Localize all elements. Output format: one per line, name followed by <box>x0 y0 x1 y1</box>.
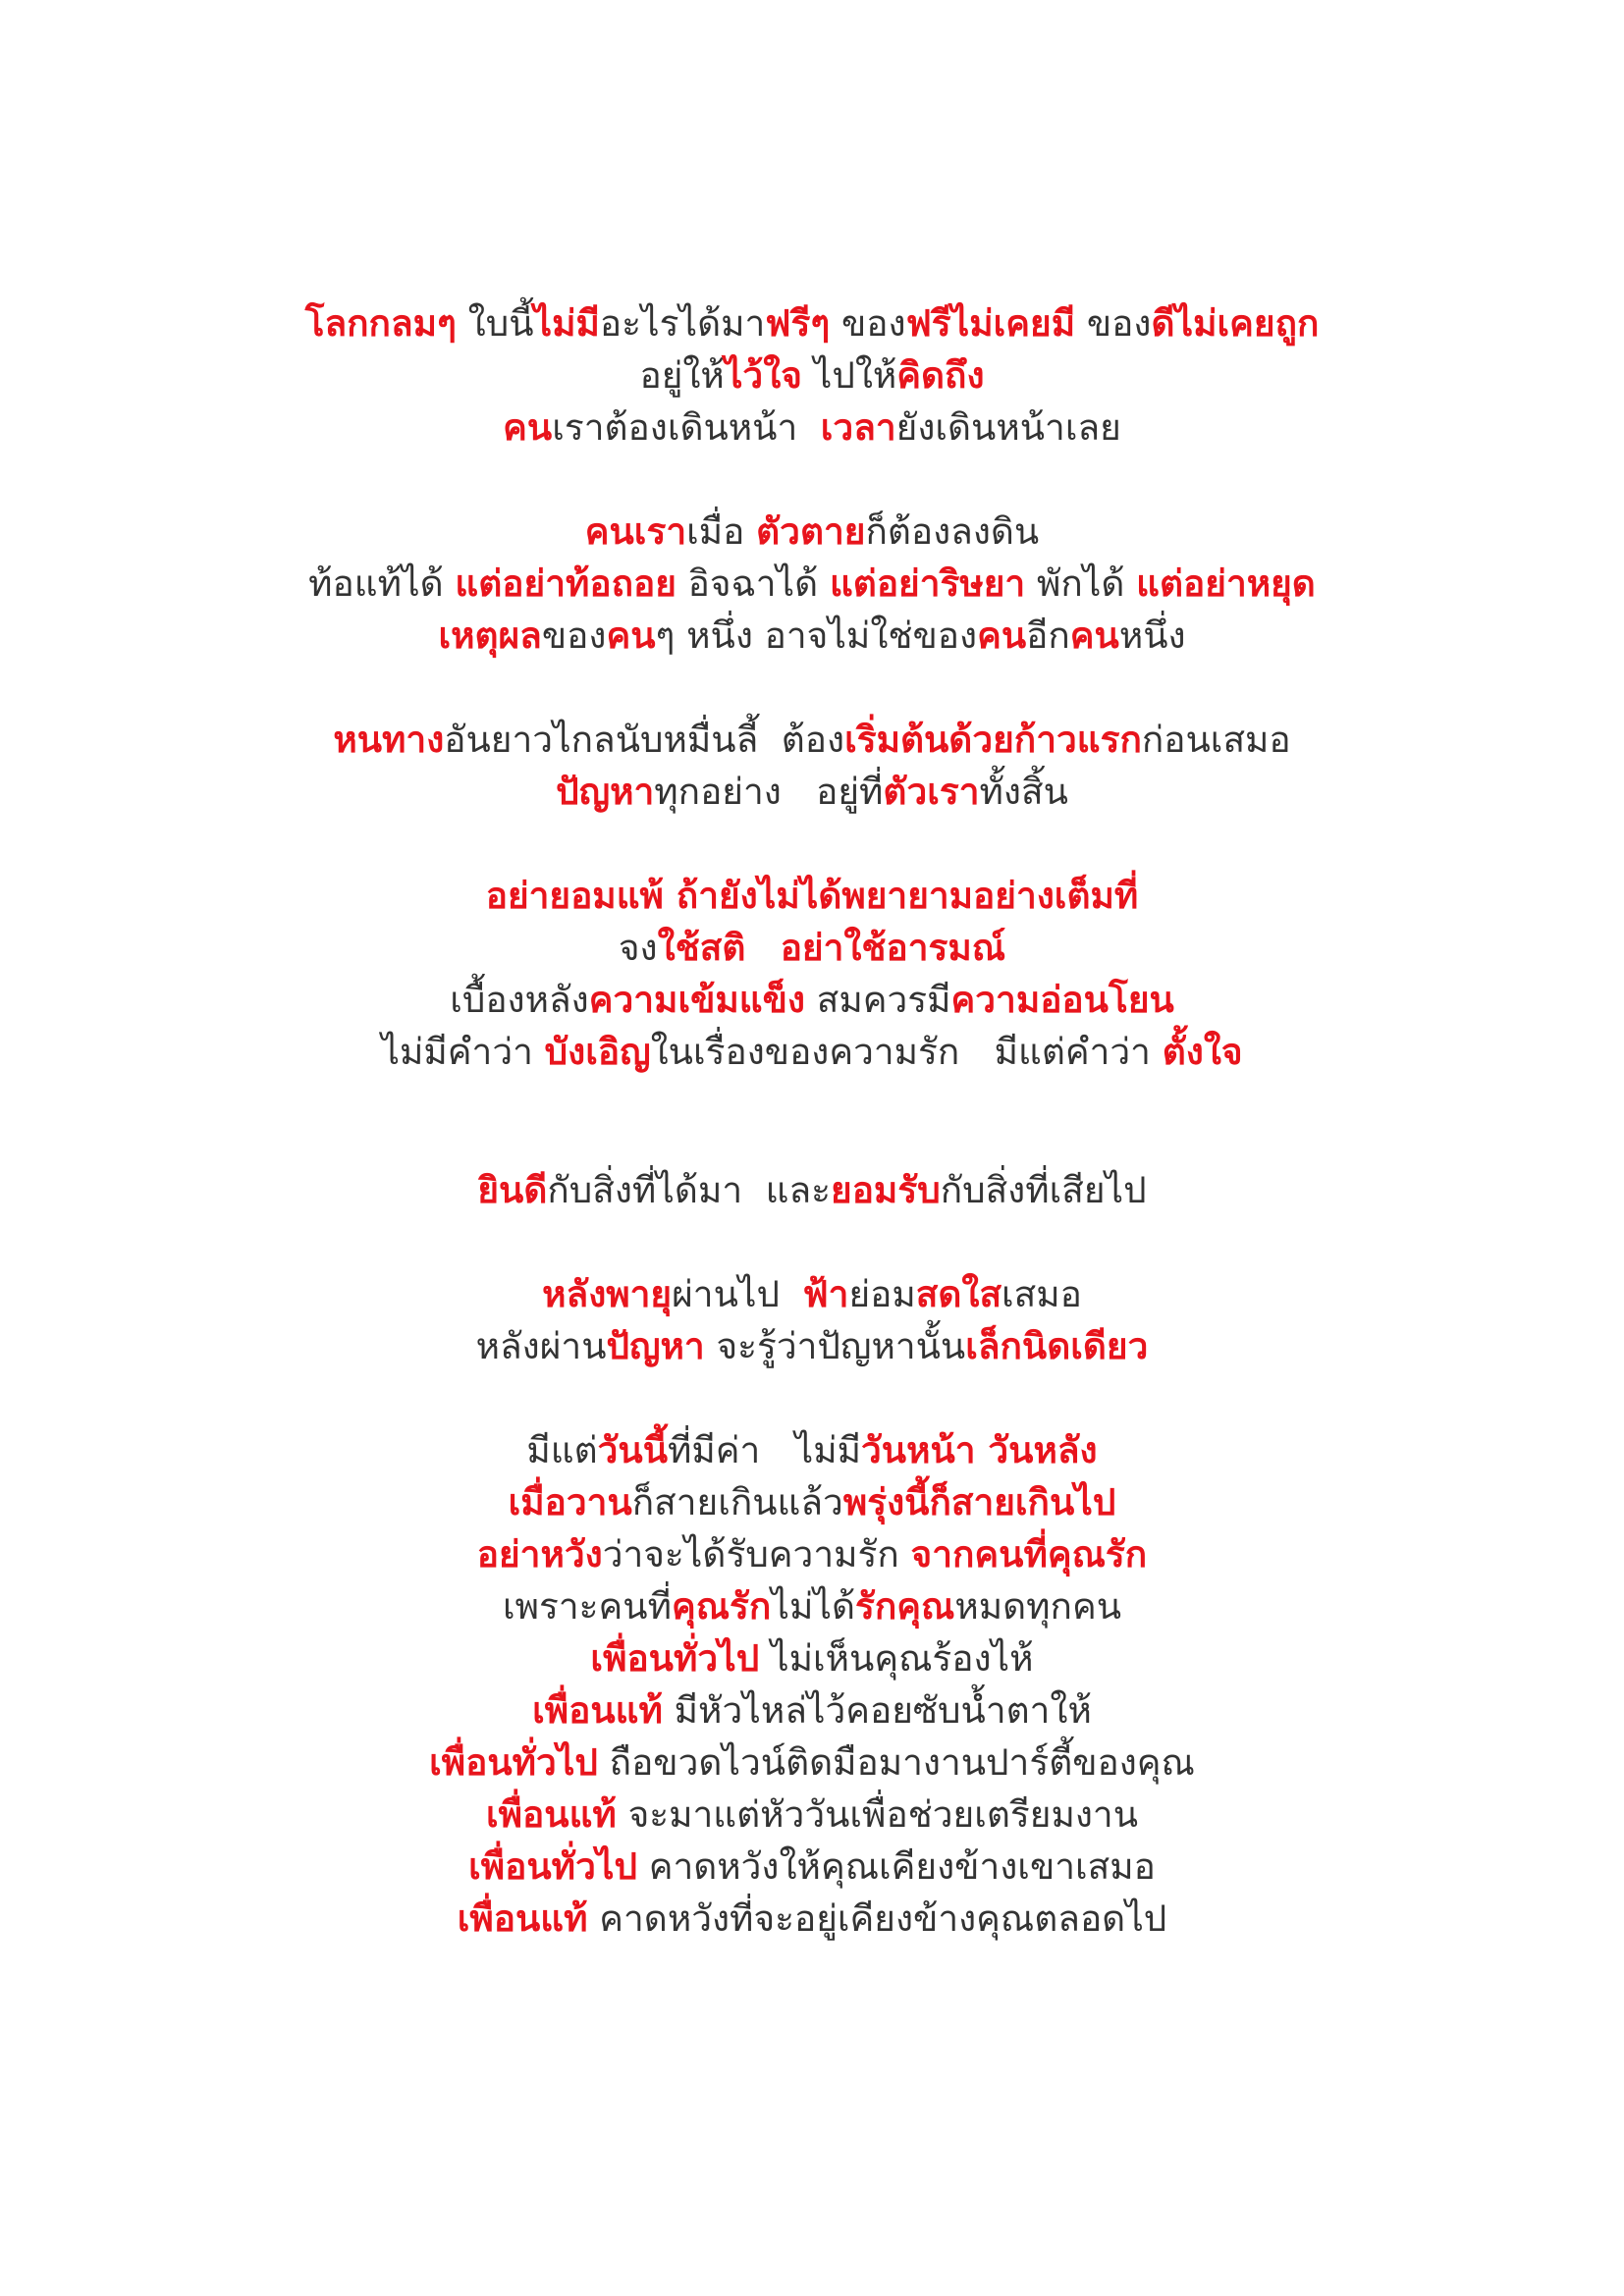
text-line <box>0 714 1624 766</box>
highlight-text: ความอ่อนโยน <box>950 979 1174 1021</box>
text-line <box>0 349 1624 401</box>
text-line <box>0 1424 1624 1476</box>
highlight-text: รักคุณ <box>854 1585 955 1628</box>
body-text <box>745 927 780 969</box>
highlight-text: อย่าใช้อารมณ์ <box>780 927 1006 969</box>
highlight-text: เมื่อวาน <box>508 1481 632 1523</box>
highlight-text: ฟรีไม่เคยมี <box>905 302 1076 345</box>
body-text: อิจฉาได้ <box>676 562 830 605</box>
highlight-text: แต่อย่าท้อถอย <box>455 562 677 605</box>
body-text: ก็ต้องลงดิน <box>865 510 1040 553</box>
highlight-text: คน <box>503 406 553 449</box>
body-text: ไปให้ <box>801 354 897 397</box>
body-text: ของ <box>1075 302 1152 345</box>
highlight-text: ฟ้า <box>802 1273 849 1315</box>
highlight-text: เพื่อนแท้ <box>486 1793 617 1836</box>
body-text: มีหัวไหล่ไว้คอยซับน้ำตาให้ <box>662 1689 1092 1732</box>
body-text: หนึ่ง <box>1118 614 1186 657</box>
text-line <box>0 1268 1624 1320</box>
body-text: ไม่ได้ <box>771 1585 855 1628</box>
text-line <box>0 1528 1624 1580</box>
text-line <box>0 610 1624 662</box>
highlight-text: จากคนที่คุณรัก <box>910 1533 1148 1575</box>
highlight-text: คิดถึง <box>896 354 985 397</box>
body-text: ไม่มีคำว่า <box>381 1031 545 1073</box>
body-text: ถือขวดไวน์ติดมือมางานปาร์ตี้ของคุณ <box>597 1741 1195 1784</box>
body-text: มีแต่ <box>526 1429 598 1471</box>
stanza-2 <box>0 506 1624 662</box>
highlight-text: เล็กนิดเดียว <box>965 1325 1149 1367</box>
highlight-text: อย่าหวัง <box>476 1533 603 1575</box>
highlight-text: วันหน้า วันหลัง <box>861 1429 1098 1471</box>
text-line <box>0 870 1624 922</box>
highlight-text: คุณรัก <box>671 1585 772 1628</box>
highlight-text: ตัวเรา <box>883 771 980 813</box>
text-line <box>0 1320 1624 1372</box>
highlight-text: เริ่มต้นด้วยก้าวแรก <box>844 719 1142 761</box>
highlight-text: คน <box>977 614 1027 657</box>
body-text: จะรู้ว่าปัญหานั้น <box>704 1325 966 1367</box>
text-line <box>0 974 1624 1026</box>
body-text: ก็สายเกินแล้ว <box>631 1481 843 1523</box>
highlight-text: หลังพายุ <box>542 1273 673 1315</box>
highlight-text: เพื่อนทั่วไป <box>429 1741 598 1784</box>
body-text: จง <box>618 927 658 969</box>
highlight-text: คนเรา <box>584 510 687 553</box>
highlight-text: เพื่อนทั่วไป <box>468 1845 637 1888</box>
body-text: ทุกอย่าง อยู่ที่ <box>654 771 884 813</box>
text-line <box>0 1684 1624 1736</box>
highlight-text: อย่ายอมแพ้ ถ้ายังไม่ได้พยายามอย่างเต็มที่ <box>485 875 1139 917</box>
highlight-text: ดีไม่เคยถูก <box>1151 302 1320 345</box>
highlight-text: แต่อย่าริษยา <box>829 562 1026 605</box>
text-line <box>0 922 1624 974</box>
highlight-text: เพื่อนทั่วไป <box>590 1637 760 1680</box>
body-text: ของ <box>830 302 906 345</box>
highlight-text: ไม่มี <box>533 302 600 345</box>
body-text: ผ่านไป <box>672 1273 803 1315</box>
highlight-text: สดใส <box>915 1273 1002 1315</box>
body-text: เสมอ <box>1001 1273 1082 1315</box>
stanza-1 <box>0 297 1624 454</box>
body-text: จะมาแต่หัววันเพื่อช่วยเตรียมงาน <box>616 1793 1138 1836</box>
highlight-text: เพื่อนแท้ <box>457 1897 588 1940</box>
text-line <box>0 1164 1624 1216</box>
highlight-text: ไว้ใจ <box>724 354 802 397</box>
body-text: เราต้องเดินหน้า <box>552 406 821 449</box>
body-text: ใบนี้ <box>456 302 534 345</box>
text-line <box>0 1789 1624 1841</box>
body-text: ท้อแท้ได้ <box>308 562 456 605</box>
highlight-text: คน <box>606 614 656 657</box>
highlight-text: ความเข้มแข็ง <box>588 979 805 1021</box>
body-text: อีก <box>1026 614 1070 657</box>
body-text: เบื้องหลัง <box>450 979 589 1021</box>
body-text: ที่มีค่า ไม่มี <box>668 1429 861 1471</box>
highlight-text: เพื่อนแท้ <box>532 1689 663 1732</box>
highlight-text: บังเอิญ <box>544 1031 651 1073</box>
body-text: อะไรได้มา <box>599 302 766 345</box>
text-line <box>0 401 1624 454</box>
text-line <box>0 1026 1624 1078</box>
body-text: ย่อม <box>848 1273 916 1315</box>
text-line <box>0 1893 1624 1945</box>
stanza-4 <box>0 870 1624 1078</box>
stanza-7 <box>0 1424 1624 1945</box>
highlight-text: ยินดี <box>477 1169 548 1211</box>
text-line <box>0 297 1624 349</box>
highlight-text: แต่อย่าหยุด <box>1136 562 1316 605</box>
body-text: ก่อนเสมอ <box>1141 719 1291 761</box>
highlight-text: ตัวตาย <box>756 510 866 553</box>
highlight-text: ใช้สติ <box>657 927 746 969</box>
highlight-text: คน <box>1069 614 1119 657</box>
body-text: หลังผ่าน <box>475 1325 607 1367</box>
body-text: ในเรื่องของความรัก มีแต่คำว่า <box>650 1031 1163 1073</box>
body-text: เพราะคนที่ <box>502 1585 672 1628</box>
stanza-3 <box>0 714 1624 818</box>
body-text: เมื่อ <box>686 510 757 553</box>
body-text: กับสิ่งที่ได้มา และ <box>547 1169 832 1211</box>
body-text: สมควรมี <box>804 979 951 1021</box>
body-text: พักได้ <box>1025 562 1137 605</box>
body-text: ทั้งสิ้น <box>979 771 1068 813</box>
body-text: ว่าจะได้รับความรัก <box>602 1533 911 1575</box>
text-line <box>0 1841 1624 1893</box>
body-text: กับสิ่งที่เสียไป <box>940 1169 1147 1211</box>
body-text: ๆ หนึ่ง อาจไม่ใช่ของ <box>655 614 978 657</box>
body-text: หมดทุกคน <box>954 1585 1121 1628</box>
body-text: คาดหวังที่จะอยู่เคียงข้างคุณตลอดไป <box>587 1897 1167 1940</box>
text-line <box>0 1580 1624 1632</box>
text-line <box>0 558 1624 610</box>
body-text: ไม่เห็นคุณร้องไห้ <box>759 1637 1034 1680</box>
highlight-text: ฟรีๆ <box>765 302 831 345</box>
text-line <box>0 1736 1624 1789</box>
highlight-text: ปัญหา <box>556 771 655 813</box>
body-text: ยังเดินหน้าเลย <box>895 406 1121 449</box>
text-line <box>0 1632 1624 1684</box>
body-text: อยู่ให้ <box>639 354 725 397</box>
text-line <box>0 766 1624 818</box>
stanza-6 <box>0 1268 1624 1372</box>
body-text: อันยาวไกลนับหมื่นลี้ ต้อง <box>444 719 845 761</box>
highlight-text: ยอมรับ <box>831 1169 941 1211</box>
body-text: คาดหวังให้คุณเคียงข้างเขาเสมอ <box>636 1845 1156 1888</box>
highlight-text: พรุ่งนี้ก็สายเกินไป <box>842 1481 1116 1523</box>
stanza-5 <box>0 1164 1624 1216</box>
highlight-text: ปัญหา <box>606 1325 705 1367</box>
text-line <box>0 506 1624 558</box>
highlight-text: ตั้งใจ <box>1162 1031 1243 1073</box>
highlight-text: โลกกลมๆ <box>304 302 457 345</box>
highlight-text: หนทาง <box>333 719 445 761</box>
highlight-text: วันนี้ <box>597 1429 669 1471</box>
highlight-text: เวลา <box>820 406 896 449</box>
highlight-text: เหตุผล <box>438 614 542 657</box>
text-line <box>0 1476 1624 1528</box>
body-text: ของ <box>541 614 607 657</box>
